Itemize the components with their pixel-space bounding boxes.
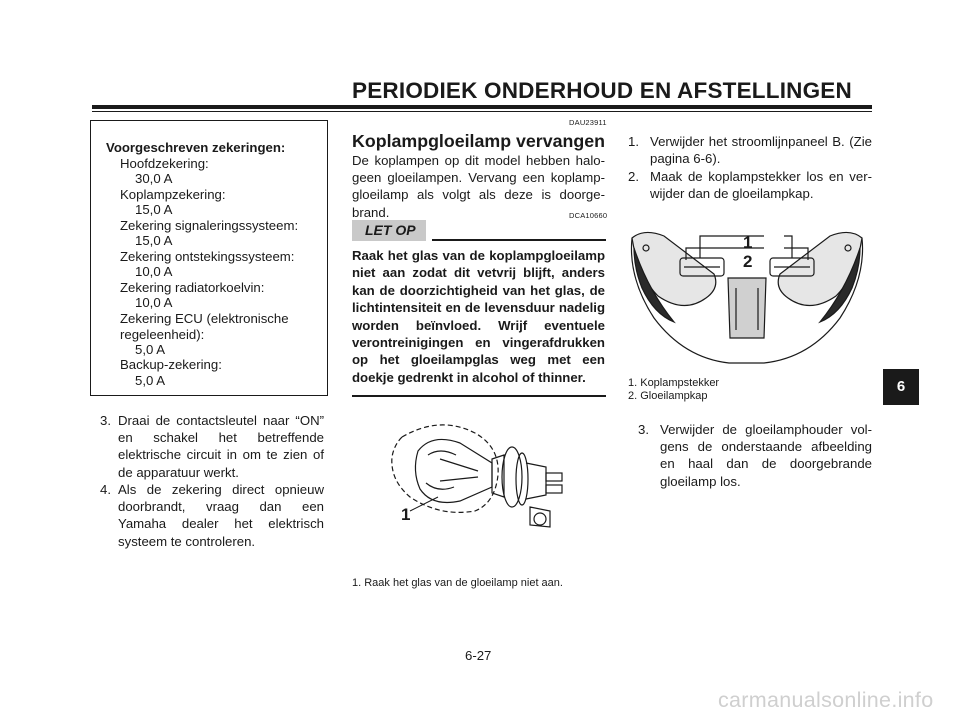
step-text: Verwijder het stroomlijnpaneel B. (Zie pagina 6-6). — [650, 134, 872, 167]
step-number: 3. — [638, 422, 649, 437]
fuse-value: 30,0 A — [135, 171, 173, 186]
section-code: DAU23911 — [569, 118, 607, 127]
fuse-value: 15,0 A — [135, 233, 173, 248]
step-text: Draai de contactsleutel naar “ON” en schakel het betreffende elektrische circuit in om te zien of de apparatuur werkt. — [118, 413, 324, 480]
caution-end-rule — [352, 395, 606, 397]
bulb-callout: 1 — [401, 505, 411, 524]
caution-rule — [432, 239, 606, 241]
fuse-spec-box — [90, 120, 328, 396]
fuse-value: 15,0 A — [135, 202, 173, 217]
step-number: 1. — [628, 134, 639, 149]
fuse-label: Backup-zekering: — [120, 357, 222, 372]
fuse-label: Koplampzekering: — [120, 187, 226, 202]
step-number: 3. — [100, 413, 111, 428]
fuse-label: Zekering ECU (elektronische regeleenheid): — [120, 311, 289, 342]
step-text: Maak de koplampstekker los en verwijder dan de gloeilampkap. — [650, 169, 872, 202]
watermark: carmanualsonline.info — [718, 688, 934, 712]
header-rule — [92, 105, 872, 109]
caution-text: Raak het glas van de koplampgloeilamp niet aan zodat dit vetvrij blijft, anders kan de doorzichtigheid van het glas, de lichtintensiteit en de levensduur nadelig worden beïnvloed. Wrijf eventuele verontreinigingen en vingerafdrukken op het gloeilampglas weg met een doekje gedrenkt in alcohol of thinner. — [352, 248, 605, 385]
step-text: Als de zekering direct opnieuw doorbrandt, vraag dan een Yamaha dealer het elektrisch systeem te controleren. — [118, 482, 324, 549]
page-number: 6-27 — [465, 648, 492, 663]
fuse-value: 5,0 A — [135, 342, 166, 357]
step-text: Verwijder de gloeilamphouder volgens de onderstaande afbeelding en haal dan de doorgebrande gloeilamp los. — [660, 422, 872, 489]
header-rule-thin — [92, 111, 872, 112]
fuse-value: 10,0 A — [135, 264, 173, 279]
fuse-label: Hoofdzekering: — [120, 156, 209, 171]
halogen-bulb-illustration — [380, 415, 580, 565]
caution-badge: LET OP — [352, 220, 426, 241]
section-intro: De koplampen op dit model hebben halogeen gloeilampen. Vervang een koplampgloeilamp als volgt als deze is doorgebrand. — [352, 153, 605, 220]
headlight-caption-2: 2. Gloeilampkap — [628, 390, 708, 402]
fuse-spec-title: Voorgeschreven zekeringen: — [106, 140, 286, 155]
fuse-label: Zekering signaleringssysteem: — [120, 218, 299, 233]
fuse-label: Zekering ontstekingssysteem: — [120, 249, 295, 264]
notice-code: DCA10660 — [569, 211, 608, 220]
fuse-label: Zekering radiatorkoelvin: — [120, 280, 265, 295]
step-number: 4. — [100, 482, 111, 497]
bulb-caption: 1. Raak het glas van de gloeilamp niet aan. — [352, 577, 563, 589]
headlight-callout-2: 2 — [743, 252, 753, 271]
fuse-value: 10,0 A — [135, 295, 173, 310]
fuse-value: 5,0 A — [135, 373, 166, 388]
step-number: 2. — [628, 169, 639, 184]
section-title: Koplampgloeilamp vervangen — [352, 131, 605, 151]
page-header-title: PERIODIEK ONDERHOUD EN AFSTELLINGEN — [352, 78, 852, 103]
headlight-caption-1: 1. Koplampstekker — [628, 377, 720, 389]
chapter-tab[interactable]: 6 — [883, 369, 919, 405]
headlight-callout-1: 1 — [743, 233, 753, 252]
